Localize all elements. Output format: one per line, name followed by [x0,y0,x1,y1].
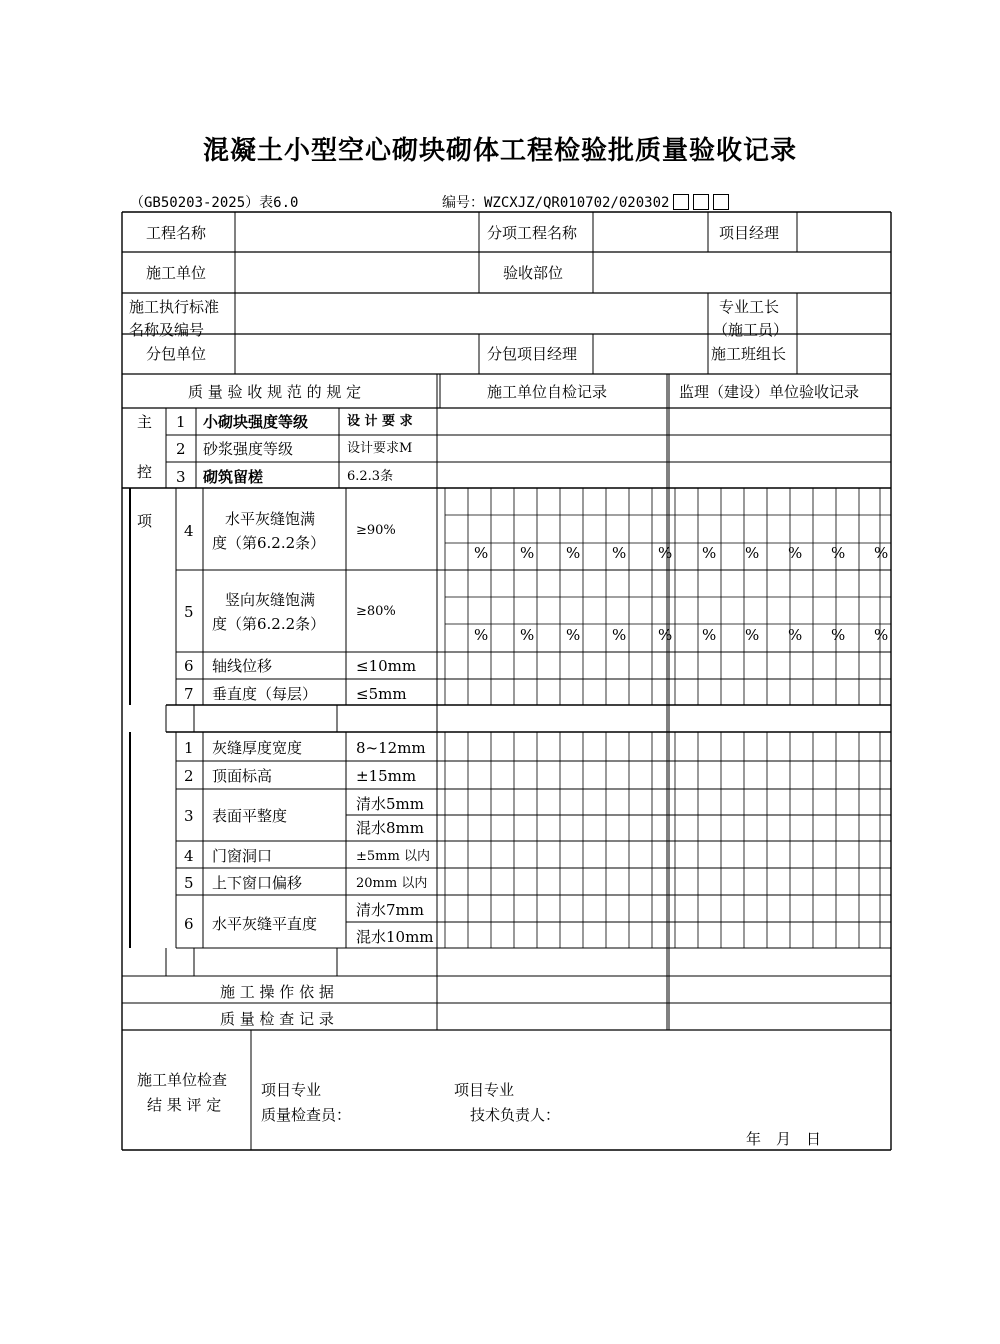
code-text: 编号：WZCXJZ/QR010702/020302 [442,195,670,211]
mc-req-6: ≤10mm [356,657,417,675]
self-check-header: 施工单位自检记录 [487,383,608,401]
mc-name-5a: 竖向灰缝饱满 [225,591,316,609]
gi-req-1: 8~12mm [356,739,426,757]
subcontractor-label: 分包单位 [146,345,207,363]
team-leader-label: 施工班组长 [711,345,787,363]
exec-standard-label: 施工执行标准 [129,298,220,316]
main-control-char-2: 控 [137,463,153,481]
mc-req-7: ≤5mm [356,685,407,703]
gi-name-1: 灰缝厚度宽度 [212,739,303,757]
percent-mark: % [788,626,803,644]
percent-mark: % [745,544,760,562]
mc-no-2: 2 [176,440,186,458]
construction-unit-label: 施工单位 [146,264,207,282]
mc-no-6: 6 [184,657,194,675]
tech-label: 技术负责人： [470,1106,561,1124]
pm-prof-label-2: 项目专业 [454,1081,515,1099]
mc-req-5: ≥80% [356,604,396,619]
mc-name-5b: 度（第6.2.2条） [212,615,326,633]
gi-req-4: ±5mm 以内 [356,849,430,864]
project-name-label: 工程名称 [146,224,207,242]
percent-mark: % [745,626,760,644]
percent-mark: % [520,626,535,644]
mc-no-3: 3 [176,468,186,486]
percent-mark: % [702,626,717,644]
percent-mark: % [566,544,581,562]
percent-mark: % [658,626,673,644]
gi-no-2: 2 [184,767,194,785]
mc-req-4: ≥90% [356,523,396,538]
mc-no-1: 1 [176,413,186,431]
percent-mark: % [874,544,889,562]
mc-req-2: 设计要求M [347,441,413,456]
gi-name-3: 表面平整度 [212,807,288,825]
percent-mark: % [831,544,846,562]
percent-mark: % [658,544,673,562]
date-label: 年 月 日 [746,1130,822,1148]
foreman-label-2: （施工员） [713,321,789,339]
main-control-char-3: 项 [137,512,153,530]
main-control-char-1: 主 [137,413,153,431]
mc-name-3: 砌筑留槎 [203,468,264,486]
gi-req-3a: 清水5mm [356,795,424,813]
gi-req-3b: 混水8mm [356,819,424,837]
gi-name-6: 水平灰缝平直度 [212,915,318,933]
gi-req-6b: 混水10mm [356,928,434,946]
pm-prof-label: 项目专业 [261,1081,322,1099]
project-manager-label: 项目经理 [719,224,780,242]
sub-project-name-label: 分项工程名称 [487,224,578,242]
sub-pm-label: 分包项目经理 [487,345,578,363]
percent-mark: % [702,544,717,562]
percent-mark: % [474,626,489,644]
percent-mark: % [474,544,489,562]
mc-no-5: 5 [184,603,194,621]
mc-name-7: 垂直度（每层） [212,685,318,703]
mc-name-4b: 度（第6.2.2条） [212,534,326,552]
gi-req-5: 20mm 以内 [356,876,428,891]
record-label: 质 量 检 查 记 录 [220,1010,334,1028]
page-title: 混凝土小型空心砌块砌体工程检验批质量验收记录 [202,136,797,166]
gi-req-2: ±15mm [356,767,417,785]
mc-name-1: 小砌块强度等级 [203,413,309,431]
qc-label: 质量检查员： [261,1106,352,1124]
result-label-1: 施工单位检查 [137,1071,228,1089]
mc-req-1: 设 计 要 求 [347,414,413,429]
mc-name-2: 砂浆强度等级 [203,440,294,458]
result-label-2: 结 果 评 定 [147,1096,222,1114]
mc-name-4a: 水平灰缝饱满 [225,510,316,528]
acceptance-part-label: 验收部位 [503,264,564,282]
gi-req-6a: 清水7mm [356,901,424,919]
gi-name-4: 门窗洞口 [212,847,273,865]
percent-mark: % [612,544,627,562]
foreman-label: 专业工长 [719,298,780,316]
gi-name-5: 上下窗口偏移 [212,874,303,892]
spec-header: 质 量 验 收 规 范 的 规 定 [188,383,362,401]
basis-label: 施 工 操 作 依 据 [220,983,334,1001]
mc-name-6: 轴线位移 [212,657,273,675]
percent-mark: % [788,544,803,562]
mc-no-4: 4 [184,522,194,540]
gi-no-1: 1 [184,739,194,757]
percent-mark: % [612,626,627,644]
supervisor-header: 监理（建设）单位验收记录 [679,383,860,401]
gi-no-3: 3 [184,807,194,825]
standard-label: （GB50203-2025）表6.0 [130,195,299,211]
percent-mark: % [520,544,535,562]
percent-mark: % [874,626,889,644]
mc-req-3: 6.2.3条 [347,469,394,484]
gi-no-4: 4 [184,847,194,865]
mc-no-7: 7 [184,685,194,703]
gi-no-5: 5 [184,874,194,892]
percent-mark: % [566,626,581,644]
percent-mark: % [831,626,846,644]
gi-name-2: 顶面标高 [212,767,273,785]
gi-no-6: 6 [184,915,194,933]
exec-standard-label-2: 名称及编号 [129,321,205,339]
